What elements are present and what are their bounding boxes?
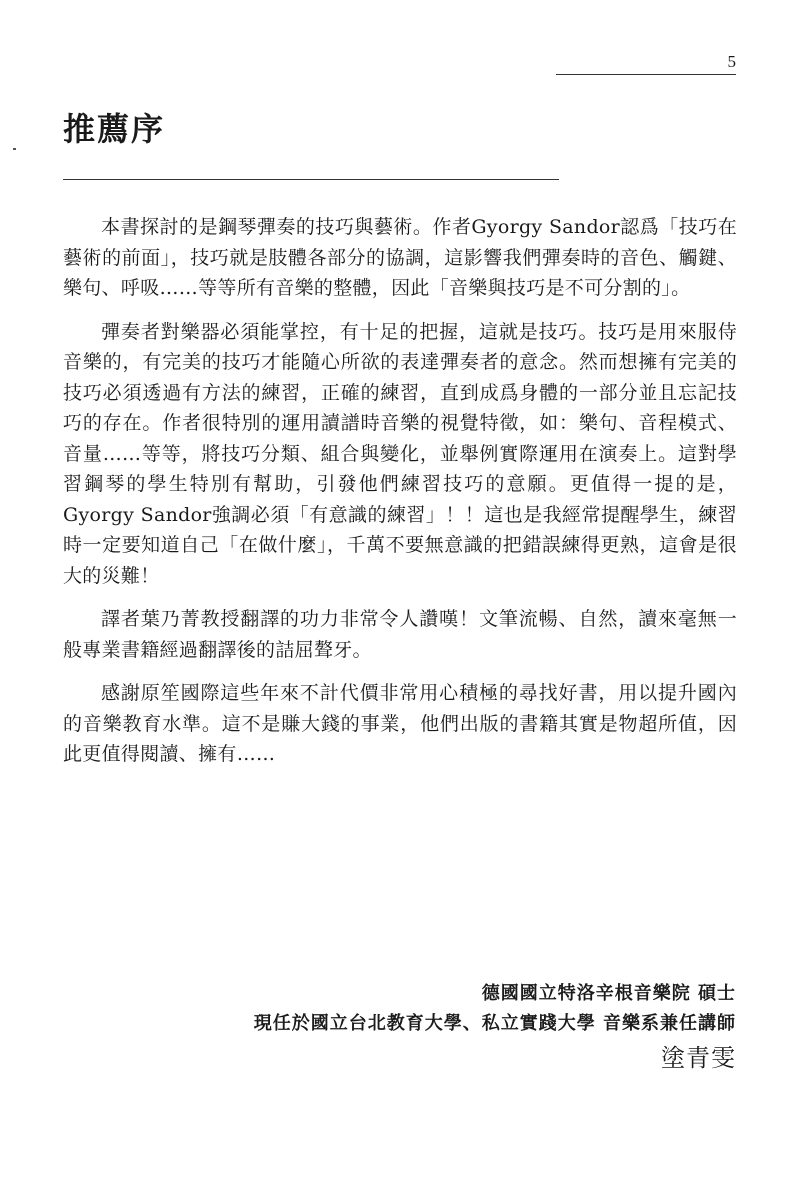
page-title: 推薦序 — [63, 110, 166, 148]
body-text — [63, 212, 737, 783]
paragraph-3: 譯者葉乃菁教授翻譯的功力非常令人讚嘆！文筆流暢、自然，讀來毫無一般專業書籍經過翻譯後的詰屈聱牙。 — [63, 608, 737, 661]
page-number-rule — [556, 74, 736, 75]
stray-mark — [13, 148, 16, 150]
signature-name: 塗青雯 — [661, 1044, 736, 1072]
title-underline — [63, 179, 559, 180]
signature-credential: 德國國立特洛辛根音樂院 碩士 — [481, 983, 736, 1004]
signature-block — [254, 979, 736, 1075]
page-number: 5 — [727, 52, 736, 71]
signature-position: 現任於國立台北教育大學、私立實踐大學 音樂系兼任講師 — [253, 1013, 736, 1034]
paragraph-2: 彈奏者對樂器必須能掌控，有十足的把握，這就是技巧。技巧是用來服侍音樂的，有完美的技巧才能隨心所欲的表達彈奏者的意念。然而想擁有完美的技巧必須透過有方法的練習，正確的練習，直到成爲身體的一部分並且忘記技巧的存在。作者很特別的運用讀譜時音樂的視覺特徵，如：樂句、音程模式、音量……等等，將技巧分類、組合與變化，並舉例實際運用在演奏上。這對學習鋼琴的學生特別有幫助，引發他們練習技巧的意願。更值得一提的是，Gyorgy Sandor強調必須「有意識的練習」！！這也是我經常提醒學生，練習時一定要知道自己「在做什麼」，千萬不要無意識的把錯誤練得更熟，這會是很大的災難！ — [63, 320, 737, 587]
paragraph-4: 感謝原笙國際這些年來不計代價非常用心積極的尋找好書，用以提升國內的音樂教育水準。這不是賺大錢的事業，他們出版的書籍其實是物超所值，因此更值得閱讀、擁有…… — [63, 682, 737, 765]
paragraph-1: 本書探討的是鋼琴彈奏的技巧與藝術。作者Gyorgy Sandor認爲「技巧在藝術的前面」，技巧就是肢體各部分的協調，這影響我們彈奏時的音色、觸鍵、樂句、呼吸……等等所有音樂的整體，因此「音樂與技巧是不可分割的」。 — [63, 216, 737, 299]
